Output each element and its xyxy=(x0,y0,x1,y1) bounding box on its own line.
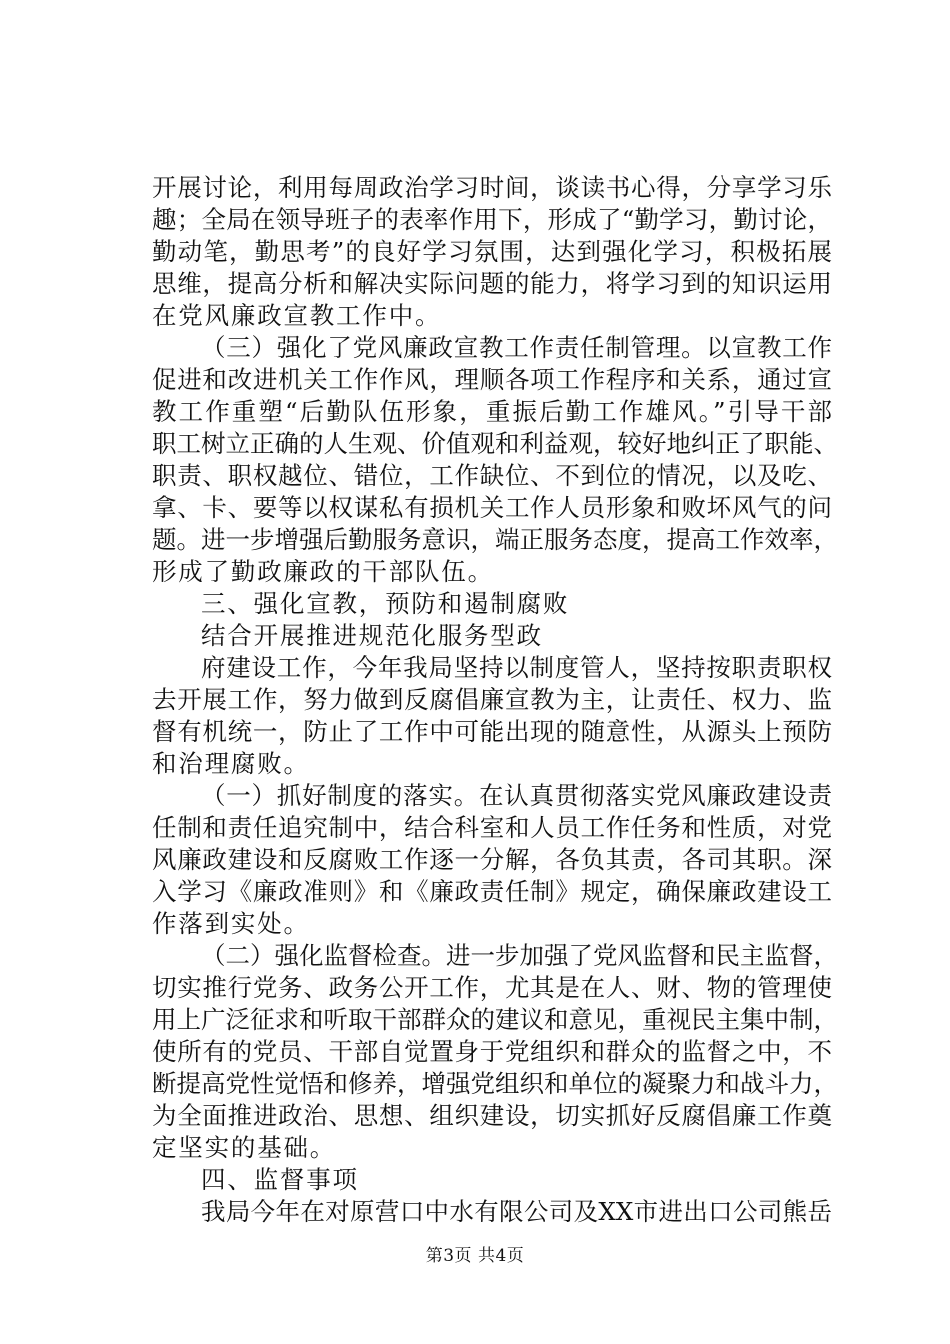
text-line: 思维，提高分析和解决实际问题的能力，将学习到的知识运用 xyxy=(152,269,832,298)
text-line: 三、强化宣教，预防和遏制腐败 xyxy=(201,589,570,618)
text-line: （二）强化监督检查。进一步加强了党风监督和民主监督， xyxy=(201,941,838,970)
page-number: 第3页 xyxy=(425,1246,473,1266)
text-line: 入学习《廉政准则》和《廉政责任制》规定，确保廉政建设工 xyxy=(152,877,832,906)
text-line: 职工树立正确的人生观、价值观和利益观，较好地纠正了职能、 xyxy=(152,429,838,458)
text-line: 拿、卡、要等以权谋私有损机关工作人员形象和败坏风气的问 xyxy=(152,493,832,522)
text-line: 职责、职权越位、错位，工作缺位、不到位的情况，以及吃、 xyxy=(152,461,832,490)
text-line: 使所有的党员、干部自觉置身于党组织和群众的监督之中，不 xyxy=(152,1037,832,1066)
page-footer xyxy=(0,1245,950,1267)
text-line: （一）抓好制度的落实。在认真贯彻落实党风廉政建设责 xyxy=(201,781,832,810)
text-line: 形成了勤政廉政的干部队伍。 xyxy=(152,557,494,586)
text-line: 督有机统一，防止了工作中可能出现的随意性，从源头上预防 xyxy=(152,717,832,746)
text-line: 开展讨论，利用每周政治学习时间，谈读书心得，分享学习乐 xyxy=(152,173,832,202)
text-line: 和治理腐败。 xyxy=(152,749,310,778)
text-line: 定坚实的基础。 xyxy=(152,1133,337,1162)
text-line: 作落到实处。 xyxy=(152,909,310,938)
text-line: 用上广泛征求和听取干部群众的建议和意见，重视民主集中制， xyxy=(152,1005,838,1034)
text-line: 促进和改进机关工作作风，理顺各项工作程序和关系，通过宣 xyxy=(152,365,832,394)
text-line: 府建设工作，今年我局坚持以制度管人，坚持按职责职权 xyxy=(201,653,832,682)
text-line: 四、监督事项 xyxy=(201,1165,359,1194)
text-line: 任制和责任追究制中，结合科室和人员工作任务和性质，对党 xyxy=(152,813,832,842)
text-line: 风廉政建设和反腐败工作逐一分解，各负其责，各司其职。深 xyxy=(152,845,832,874)
text-line: 断提高党性觉悟和修养，增强党组织和单位的凝聚力和战斗力， xyxy=(152,1069,838,1098)
text-line: 为全面推进政治、思想、组织建设，切实抓好反腐倡廉工作奠 xyxy=(152,1101,832,1130)
text-line: 结合开展推进规范化服务型政 xyxy=(201,621,543,650)
text-line: 趣；全局在领导班子的表率作用下，形成了“勤学习，勤讨论， xyxy=(152,205,832,234)
text-line: 去开展工作，努力做到反腐倡廉宣教为主，让责任、权力、监 xyxy=(152,685,832,714)
text-line: 在党风廉政宣教工作中。 xyxy=(152,301,442,330)
text-line: 勤动笔，勤思考”的良好学习氛围，达到强化学习，积极拓展 xyxy=(152,237,832,266)
text-line: 切实推行党务、政务公开工作，尤其是在人、财、物的管理使 xyxy=(152,973,832,1002)
text-line: （三）强化了党风廉政宣教工作责任制管理。以宣教工作 xyxy=(201,333,832,362)
text-line: 教工作重塑“后勤队伍形象，重振后勤工作雄风。”引导干部 xyxy=(152,397,832,426)
text-line: 我局今年在对原营口中水有限公司及XX市进出口公司熊岳 xyxy=(201,1197,832,1226)
document-body xyxy=(152,172,838,1228)
text-line: 题。进一步增强后勤服务意识，端正服务态度，提高工作效率， xyxy=(152,525,838,554)
page-total: 共4页 xyxy=(477,1246,525,1266)
